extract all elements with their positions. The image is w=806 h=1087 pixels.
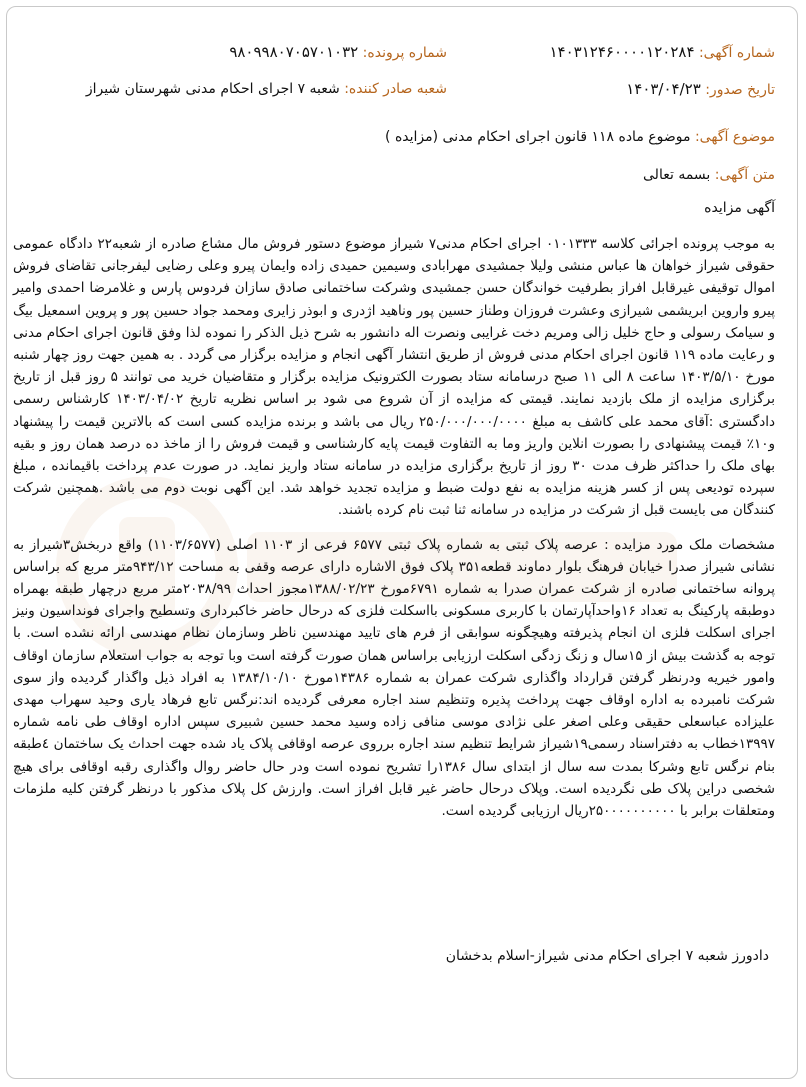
ad-heading: آگهی مزایده: [704, 200, 775, 216]
issue-date-value: ۱۴۰۳/۰۴/۲۳: [626, 80, 701, 98]
signature: دادورز شعبه ۷ اجرای احکام مدنی شیراز-اسلام بدخشان: [445, 948, 769, 964]
ad-body: [13, 233, 775, 822]
issuing-branch-label: شعبه صادر کننده:: [344, 81, 447, 97]
ad-subject: [385, 129, 775, 145]
ad-text: [643, 167, 775, 183]
case-number-label: شماره پرونده:: [362, 45, 447, 61]
issue-date: [626, 80, 775, 99]
ad-subject-label: موضوع آگهی:: [694, 129, 775, 145]
body-paragraph-auction: به موجب پرونده اجرائی کلاسه ۰۱۰۱۳۳۳ اجرای احکام مدنی۷ شیراز موضوع دستور فروش مال مشاع صادره از شعبه۲۲ دادگاه عمومی حقوقی شیراز خواهان ها عباس منشی ولیلا جمشیدی مهرابادی وسیمین حمیدی زاده وایمان پیرو وعلی رضایی لیفرجانی تقاضای فروش اموال توقیفی غیرقابل افراز بطرفیت خواندگان حسن جمشیدی وشرکت ساختمانی صادق سازان فردوس پارس و غلامرضا احمدی وامیر پیرو واروین ابریشمی شیرازی وعشرت فروزان وطناز حسین پور وناهید اژدری و ابوذر زایری ومحمد جواد حسین پور و پروین اسمعیل بیگ و سیامک رسولی و حاج خلیل زالی ومریم دخت غرایبی ونصرت اله دانشور به شرح ذیل الذکر را نموده لذا وفق قانون اجرای احکام مدنی و رعایت ماده ۱۱۹ قانون اجرای احکام مدنی فروش از طریق انتشار آگهی انجام و مزایده برگزار می گردد . به همین جهت روز چهار شنبه مورخ ۱۴۰۳/۵/۱۰ ساعت ۸ الی ۱۱ صبح درسامانه ستاد بصورت الکترونیک مزایده برگزار و متقاضیان خرید می توانند ۵ روز قبل از تاریخ برگزاری مزایده از ملک بازدید نمایند. قیمتی که مزایده از آن شروع می شود بر اساس نظریه تاریخ ۱۴۰۳/۰۴/۰۲ کارشناس رسمی دادگستری :آقای محمد علی کاشف به مبلغ ۲۵۰/۰۰۰/۰۰۰/۰۰۰۰ ریال می باشد و برنده مزایده کسی است که بالاترین قیمت را پیشنهاد و۱۰٪ قیمت پیشنهادی را بصورت انلاین واریز وما به التفاوت قیمت پایه کارشناسی و قیمت فروش را از ماخذ ده درصد همان روز و بقیه بهای ملک را حداکثر ظرف مدت ۳۰ روز از تاریخ برگزاری مزایده در سامانه ستاد واریز نماید. در صورت عدم پرداخت باقیمانده ، مبلغ سپرده تودیعی پس از کسر هزینه مزایده به نفع دولت ضبط و مزایده تجدید خواهد شد. این آگهی نوبت دوم می باشد .همچنین شرکت کنندگان می بایست قبل از شرکت در مزایده در سامانه ثنا ثبت نام کرده باشند.: [13, 236, 775, 519]
case-number-value: ۹۸۰۹۹۸۰۷۰۵۷۰۱۰۳۲: [229, 43, 359, 61]
ad-text-value: بسمه تعالی: [643, 167, 711, 183]
document-frame: [6, 6, 798, 1079]
ad-subject-value: موضوع ماده ۱۱۸ قانون اجرای احکام مدنی (مزایده ): [385, 129, 691, 145]
body-paragraph-property: مشخصات ملک مورد مزایده : عرصه پلاک ثبتی به شماره پلاک ثبتی ۶۵۷۷ فرعی از ۱۱۰۳ اصلی (۱۱۰۳/۶۵۷۷) واقع دربخش۳شیراز به نشانی شیراز صدرا خیابان فرهنگ بلوار دماوند قطعه۳۵۱ پلاک فوق الاشاره دارای عرصه وقفی به مساحت ۹۴۳/۱۲متر مربع که براساس پروانه ساختمانی صادره از شرکت عمران صدرا به شماره ۶۷۹۱مورخ ۱۳۸۸/۰۲/۲۳مجوز احداث ۲۰۳۸/۹۹متر مربع درچهار طبقه بهمراه دوطبقه پارکینگ به تعداد ۱۶واحدآپارتمان با کاربری مسکونی بااسکلت فلزی که درحال حاضر خاکبرداری وتسطیح واجرای فونداسیون ونیز اجرای اسکلت فلزی ان انجام پذیرفته وهیچگونه سوابقی از فرم های تایید مهندسین ناظر وسازمان نظام مهندسی ارائه نشده است. با توجه به گذشت بیش از ۱۵سال و زنگ زدگی اسکلت ارزیابی براساس همان صورت گرفته است وبا توجه به جواب استعلام سازمان اوقاف وامور خیریه ودرنظر گرفتن قرارداد واگذاری شرکت عمران به شماره ۱۴۳۸۶مورخ ۱۳۸۴/۱۰/۱۰ به افراد ذیل واگذار گردیده واز سوی شرکت نامبرده به اداره اوقاف جهت پرداخت پذیره وتنظیم سند اجاره معرفی گردیده اند:نرگس تابع فرهاد یاری وحید سهراب مهدی علیزاده عباسعلی حقیقی وعلی اصغر علی نژادی موسی منافی زاده وسید محمد حسین شبیری سپس اداره اوقاف طی نامه شماره ۱۳۹۹۷خطاب به دفتراسناد رسمی۱۹شیراز شرایط تنظیم سند اجاره برروی عرصه اوقافی پلاک یاد شده جهت احداث یک ساختمان ٤طبقه بنام نرگس تابع وشرکا بمدت سه سال از ابتدای سال ۱۳۸۶را تشریح نموده است ودر حال حاضر روال واگذاری رقبه اوقافی برای هیچ شخصی دراین پلاک طی نگردیده است. وپلاک درحال حاضر غیر قابل افراز است. وارزش کل پلاک مذکور با درنظر گرفتن کلیه ملزمات ومتعلقات برابر با ۲۵۰۰۰۰۰۰۰۰۰۰ریال ارزیابی گردیده است.: [13, 536, 775, 820]
ad-number-value: ۱۴۰۳۱۲۴۶۰۰۰۰۱۲۰۲۸۴: [549, 43, 695, 61]
ad-number: [549, 43, 775, 62]
issuing-branch: [86, 80, 447, 98]
case-number: [229, 43, 447, 62]
issuing-branch-value: شعبه ۷ اجرای احکام مدنی شهرستان شیراز: [85, 81, 340, 97]
issue-date-label: تاریخ صدور:: [705, 82, 775, 98]
ad-text-label: متن آگهی:: [714, 167, 775, 183]
ad-number-label: شماره آگهی:: [698, 45, 775, 61]
